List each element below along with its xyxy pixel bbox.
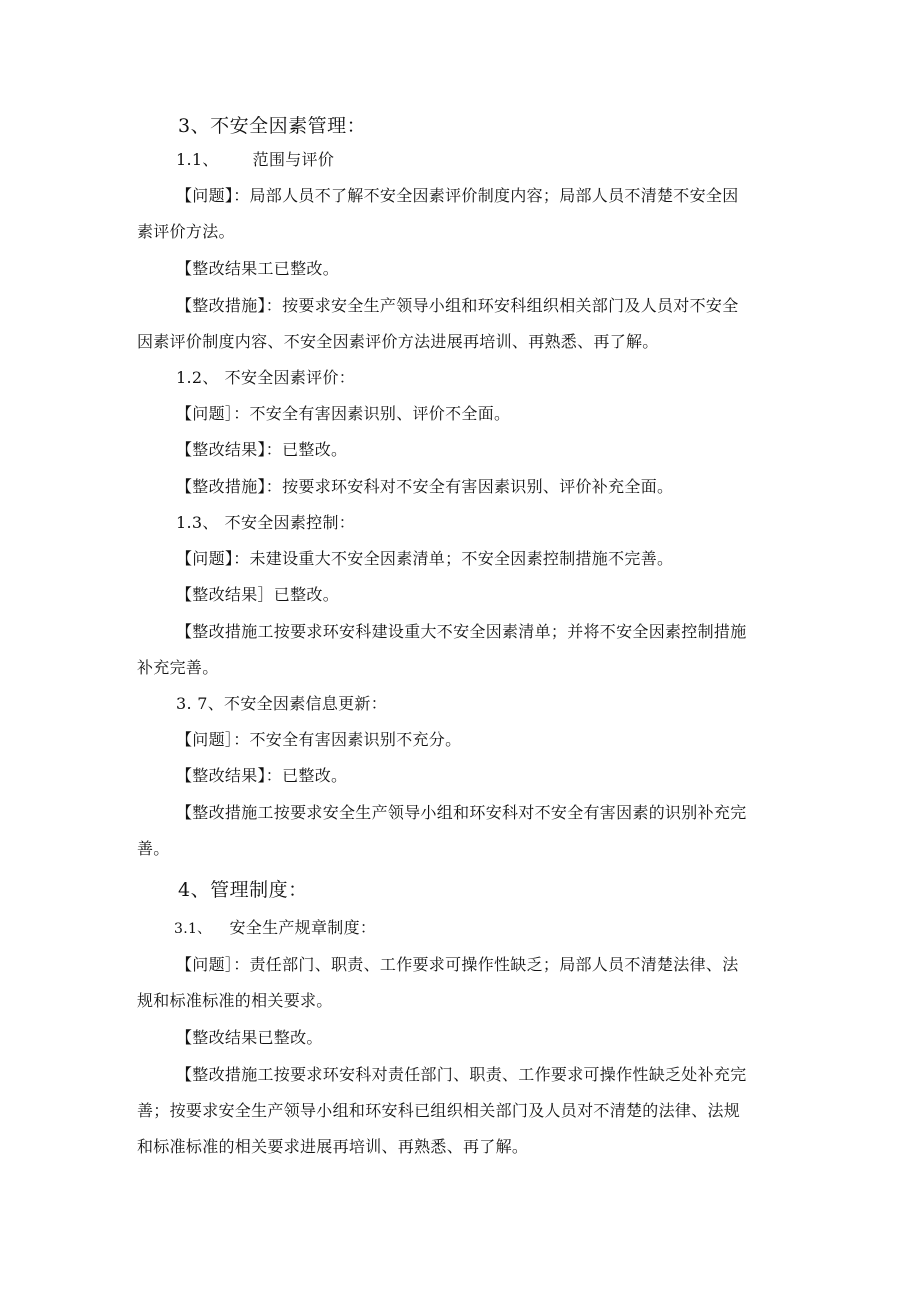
subsection-title <box>176 150 334 170</box>
problem-line: 【问题］：不安全有害因素识别不充分。 <box>176 730 462 749</box>
measure-line: 善；按要求安全生产领导小组和环安科已组织相关部门及人员对不清楚的法律、法规 <box>137 1101 741 1120</box>
subsection-name: 不安全因素评价： <box>224 368 356 387</box>
section-heading: 4、管理制度： <box>178 879 308 901</box>
problem-line: 【问题】：未建设重大不安全因素清单；不安全因素控制措施不完善。 <box>176 549 674 568</box>
subsection-name: 不安全因素信息更新： <box>224 694 388 713</box>
measure-line: 因素评价制度内容、不安全因素评价方法进展再培训、再熟悉、再了解。 <box>137 332 659 351</box>
subsection-number: 1.2、 <box>176 368 219 387</box>
subsection-number: 1.3、 <box>176 513 219 532</box>
result-line: 【整改结果工已整改。 <box>176 259 340 278</box>
measure-line: 【整改措施工按要求环安科对责任部门、职责、工作要求可操作性缺乏处补充完 <box>176 1065 747 1084</box>
subsection-number: 3.1、 <box>174 921 212 937</box>
measure-line: 【整改措施】：按要求环安科对不安全有害因素识别、评价补充全面。 <box>176 477 674 496</box>
subsection-name: 不安全因素控制： <box>224 513 356 532</box>
section-heading: 3、不安全因素管理： <box>178 115 367 137</box>
measure-line: 和标准标准的相关要求进展再培训、再熟悉、再了解。 <box>137 1137 529 1156</box>
measure-line: 【整改措施工按要求环安科建设重大不安全因素清单；并将不安全因素控制措施 <box>176 622 747 641</box>
problem-line: 【问题］：责任部门、职责、工作要求可操作性缺乏；局部人员不清楚法律、法 <box>176 955 739 974</box>
problem-line: 素评价方法。 <box>137 222 235 241</box>
subsection-name: 安全生产规章制度： <box>229 918 377 937</box>
result-line: 【整改结果】：已整改。 <box>176 766 348 785</box>
subsection-title <box>176 368 355 388</box>
measure-line: 善。 <box>137 839 170 858</box>
measure-line: 补充完善。 <box>137 658 219 677</box>
subsection-name: 范围与评价 <box>252 150 335 169</box>
subsection-number: 3. 7、 <box>176 694 225 713</box>
problem-line: 规和标准标准的相关要求。 <box>137 991 333 1010</box>
measure-line: 【整改措施工按要求安全生产领导小组和环安科对不安全有害因素的识别补充完 <box>176 803 747 822</box>
measure-line: 【整改措施】：按要求安全生产领导小组和环安科组织相关部门及人员对不安全 <box>176 296 739 315</box>
result-line: 【整改结果已整改。 <box>176 1028 323 1047</box>
result-line: 【整改结果】：已整改。 <box>176 440 348 459</box>
problem-line: 【问题】：局部人员不了解不安全因素评价制度内容；局部人员不清楚不安全因 <box>176 186 739 205</box>
subsection-number: 1.1、 <box>176 150 219 169</box>
problem-line: 【问题］：不安全有害因素识别、评价不全面。 <box>176 404 511 423</box>
subsection-title <box>174 918 376 939</box>
subsection-title <box>176 694 387 714</box>
result-line: 【整改结果］已整改。 <box>176 585 340 604</box>
subsection-title <box>176 513 355 533</box>
